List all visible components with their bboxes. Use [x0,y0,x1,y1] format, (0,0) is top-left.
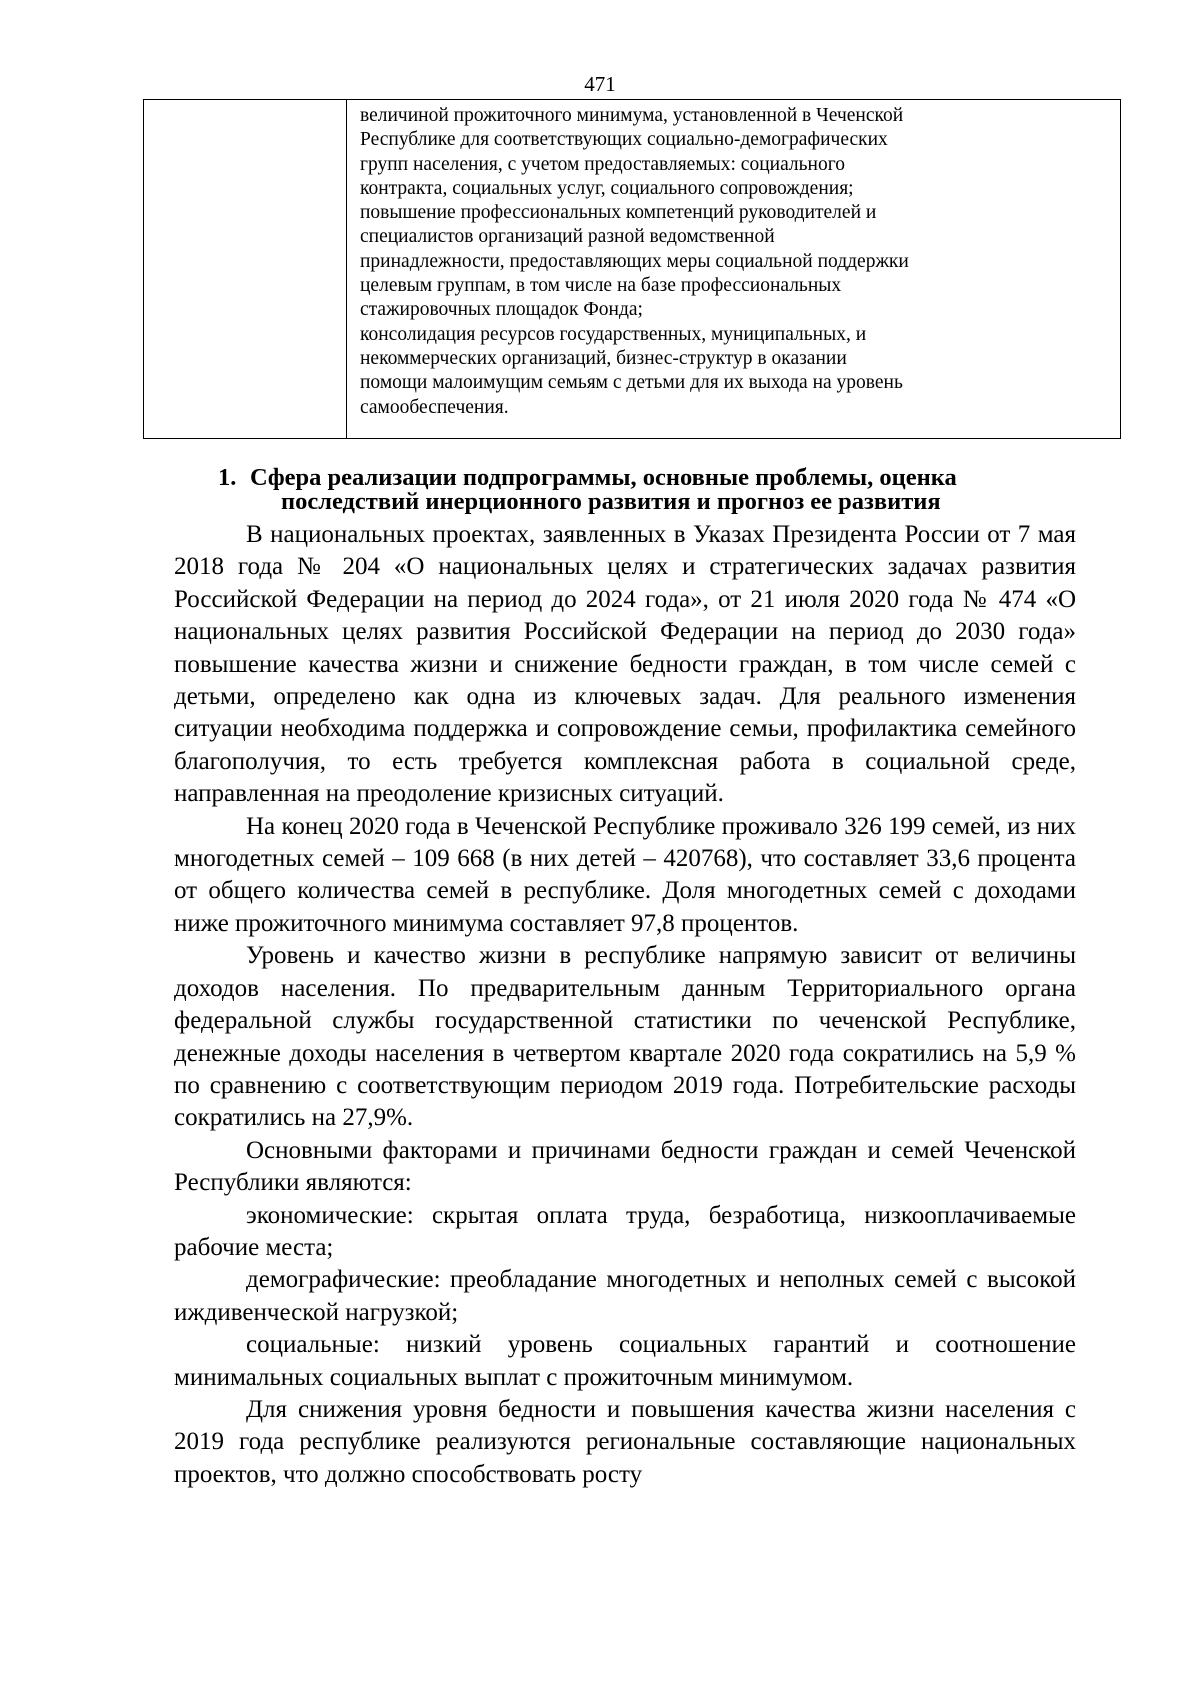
body-text [174,519,1076,1491]
table-cell-line: величиной прожиточного минимума, установленной в Чеченской [360,105,904,126]
paragraph: Основными факторами и причинами бедности граждан и семей Чеченской Республики являются: [174,1136,1076,1197]
table-cell-line: консолидация ресурсов государственных, муниципальных, и [360,323,867,345]
table-cell-line: самообеспечения. [360,396,509,418]
table-cell-line: принадлежности, предоставляющих меры социальной поддержки [360,250,909,272]
paragraph: экономические: скрытая оплата труда, безработица, низкооплачиваемые рабочие места; [174,1201,1076,1261]
paragraph: демографические: преобладание многодетных и неполных семей с высокой иждивенческой нагрузкой; [174,1266,1076,1326]
paragraph: социальные: низкий уровень социальных гарантий и соотношение минимальных социальных выплат с прожиточным минимумом. [174,1331,1076,1391]
table-cell-line: целевым группам, в том числе на базе профессиональных [360,275,842,297]
table-cell-line: повышение профессиональных компетенций руководителей и [360,202,877,224]
paragraph: Для снижения уровня бедности и повышения качества жизни населения с 2019 года республике реализуются региональные составляющие национальных проектов, что должно способствовать росту [174,1395,1076,1488]
continuation-table [143,99,1121,439]
paragraph: Уровень и качество жизни в республике напрямую зависит от величины доходов населения. По предварительным данным Территориального органа федеральной службы государственной статистики по чеченской Республике, денежные доходы населения в четвертом квартале 2020 года сократились на 5,9 % по сравнению с соответствующим периодом 2019 года. Потребительские расходы сократились на 27,9%. [174,942,1076,1132]
table-cell-line: некоммерческих организаций, бизнес-структур в оказании [360,347,847,369]
table-cell-line: контракта, социальных услуг, социального сопровождения; [360,177,854,199]
table-cell-line: стажировочных площадок Фонда; [360,299,643,321]
section-number: 1. [218,464,237,491]
section-title-line1: Сфера реализации подпрограммы, основные проблемы, оценка [250,464,957,491]
table-cell-line: помощи малоимущим семьям с детьми для их выхода на уровень [360,372,903,394]
table-cell-line: специалистов организаций разной ведомственной [360,226,775,248]
table-cell-left [144,100,347,438]
section-heading [218,466,1098,514]
table-cell-line: Республике для соответствующих социально-демографических [360,129,888,151]
table-cell-line: групп населения, с учетом предоставляемых: социального [360,153,845,175]
paragraph: В национальных проектах, заявленных в Указах Президента России от 7 мая 2018 года № 204 «О национальных целях и стратегических задачах развития Российской Федерации на период до 2024 года», от 21 июля 2020 года № 474 «О национальных целях развития Российской Федерации на период до 2030 года» повышение качества жизни и снижение бедности граждан, в том числе семей с детьми, определено как одна из ключевых задач. Для реального изменения ситуации необходима поддержка и сопровождение семьи, профилактика семейного благополучия, то есть требуется комплексная работа в социальной среде, направленная на преодоление кризисных ситуаций. [174,521,1076,808]
section-title-line2: последствий инерционного развития и прогноз ее развития [281,488,941,515]
page-number: 471 [584,72,616,96]
paragraph: На конец 2020 года в Чеченской Республике проживало 326 199 семей, из них многодетных семей – 109 668 (в них детей – 420768), что составляет 33,6 процента от общего количества семей в республике. Доля многодетных семей с доходами ниже прожиточного минимума составляет 97,8 процентов. [174,812,1076,937]
table-cell-right [347,100,1120,438]
